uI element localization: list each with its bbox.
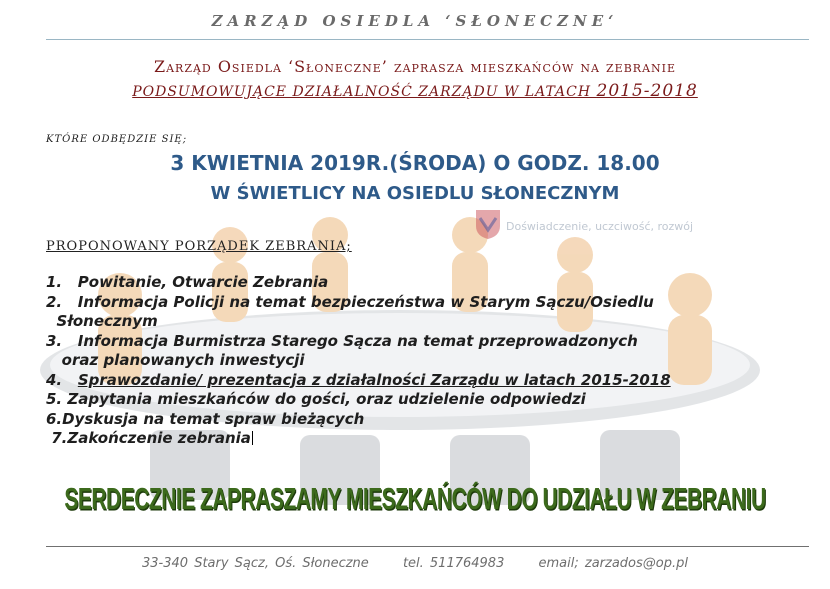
agenda-item: 1. Powitanie, Otwarcie Zebrania (46, 273, 329, 291)
agenda-list (46, 273, 786, 449)
agenda-item: Słonecznym (46, 312, 158, 330)
coat-of-arms-icon (474, 208, 502, 240)
footer-email: email; zarzados@op.pl (538, 556, 688, 571)
when-label: KTÓRE ODBĘDZIE SIĘ; (46, 134, 188, 145)
invite-line: Zarząd Osiedla ‘Słoneczne’ zaprasza mieszkańców na zebranie (153, 57, 677, 76)
logo-slogan: Doświadczenie, uczciwość, rozwój (506, 220, 694, 233)
meeting-date: 3 KWIETNIA 2019R.(ŚRODA) O GODZ. 18.00 (170, 151, 660, 175)
invite-subline (0, 81, 830, 101)
footer-phone: tel. 511764983 (402, 556, 505, 571)
agenda-item: 4. Sprawozdanie/ prezentacja z działalności Zarządu w latach 2015-2018 (46, 370, 671, 389)
agenda-item: 5. Zapytania mieszkańców do gości, oraz udzielenie odpowiedzi (46, 390, 586, 408)
bottom-divider (46, 546, 809, 547)
agenda-item-underlined: Sprawozdanie/ prezentacja z działalności Zarządu w latach 2015-2018 (77, 370, 671, 389)
closing-invitation: SERDECZNIE ZAPRASZAMY MIESZKAŃCÓW DO UDZIAŁU W ZEBRANIU (64, 483, 766, 517)
page-header: ZARZĄD OSIEDLA ‘SŁONECZNE‘ (211, 12, 619, 30)
agenda-item: 6.Dyskusja na temat spraw bieżących (46, 409, 365, 428)
agenda-item: 7.Zakończenie zebrania (46, 429, 251, 447)
meeting-place: W ŚWIETLICY NA OSIEDLU SŁONECZNYM (210, 183, 620, 204)
footer-address: 33-340 Stary Sącz, Oś. Słoneczne (142, 556, 369, 571)
agenda-item: oraz planowanych inwestycji (46, 351, 305, 369)
agenda-item: 3. Informacja Burmistrza Starego Sącza na temat przeprowadzonych (46, 331, 638, 350)
footer (0, 556, 830, 571)
top-divider (46, 39, 809, 40)
invite-subline-text: PODSUMOWUJĄCE DZIAŁALNOŚĆ ZARZĄDU W LATACH (132, 84, 597, 100)
agenda-label: PROPONOWANY PORZĄDEK ZEBRANIA; (46, 239, 352, 254)
agenda-item: 2. Informacja Policji na temat bezpieczeństwa w Starym Sączu/Osiedlu (46, 292, 654, 311)
text-cursor (252, 431, 253, 445)
invite-years: 2015-2018 (596, 81, 698, 101)
